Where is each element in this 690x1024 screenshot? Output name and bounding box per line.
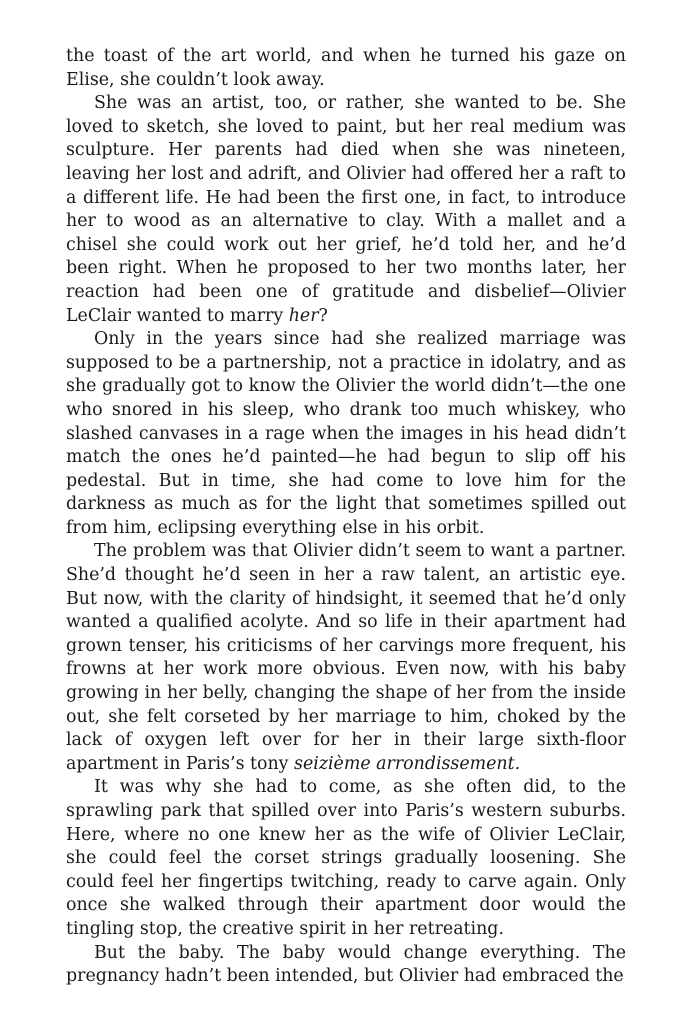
paragraph-3-text: Only in the years since had she realized marriage was supposed to be a partnership, not a practice in idolatry, and as she gradually got to know the Olivier the world didn’t—the one who snored in his sleep, who drank too much whiskey, who slashed canvases in a rage when the images in his head didn’t match the ones he’d painted—he had begun to slip off his pedestal. But in time, she had come to love him for the darkness as much as for the light that sometimes spilled out from him, eclipsing everything else in his orbit.: [66, 329, 626, 538]
paragraph-4-text: The problem was that Olivier didn’t seem to want a partner. She’d thought he’d seen in her a raw talent, an artistic eye. But now, with the clarity of hindsight, it seemed that he’d only wanted a qualified acolyte. And so life in their apartment had grown tenser, his criticisms of her carvings more frequent, his frowns at her work more obvious. Even now, with his baby growing in her belly, changing the shape of her from the inside out, she felt corseted by her marriage to him, choked by the lack of oxygen left over for her in their large sixth-floor apartment in Paris’s tony: [66, 541, 626, 774]
paragraph-2-question-mark: ?: [318, 305, 328, 326]
paragraph-6-text: But the baby. The baby would change everything. The pregnancy hadn’t been intended, but Olivier had embraced the: [66, 942, 626, 987]
paragraph-2-text: She was an artist, too, or rather, she wanted to be. She loved to sketch, she loved to paint, but her real medium was sculpture. Her parents had died when she was nineteen, leaving her lost and adrift, and Olivier had offered her a raft to a different life. He had been the first one, in fact, to introduce her to wood as an alternative to clay. With a mallet and a chisel she could work out her grief, he’d told her, and he’d been right. When he proposed to her two months later, her reaction had been one of gratitude and disbelief—Olivier LeClair wanted to marry: [66, 93, 626, 326]
paragraph-4-italic-arrondissement: seizième arrondissement.: [294, 753, 521, 774]
paragraph-5-text: It was why she had to come, as she often did, to the sprawling park that spilled over into Paris’s western suburbs. Here, where no one knew her as the wife of Olivier LeClair, she could feel the corset strings gradually loosening. She could feel her fingertips twitching, ready to carve again. Only once she walked through their apartment door would the tingling stop, the creative spirit in her retreating.: [66, 777, 626, 939]
paragraph-2: [66, 92, 626, 328]
paragraph-2-italic-her: her: [288, 305, 319, 326]
book-page-body: [66, 45, 626, 989]
paragraph-3: [66, 328, 626, 540]
paragraph-4: [66, 540, 626, 776]
paragraph-5: [66, 776, 626, 941]
paragraph-6: [66, 942, 626, 989]
paragraph-1: [66, 45, 626, 92]
paragraph-1-text: the toast of the art world, and when he turned his gaze on Elise, she couldn’t look away.: [66, 46, 626, 90]
